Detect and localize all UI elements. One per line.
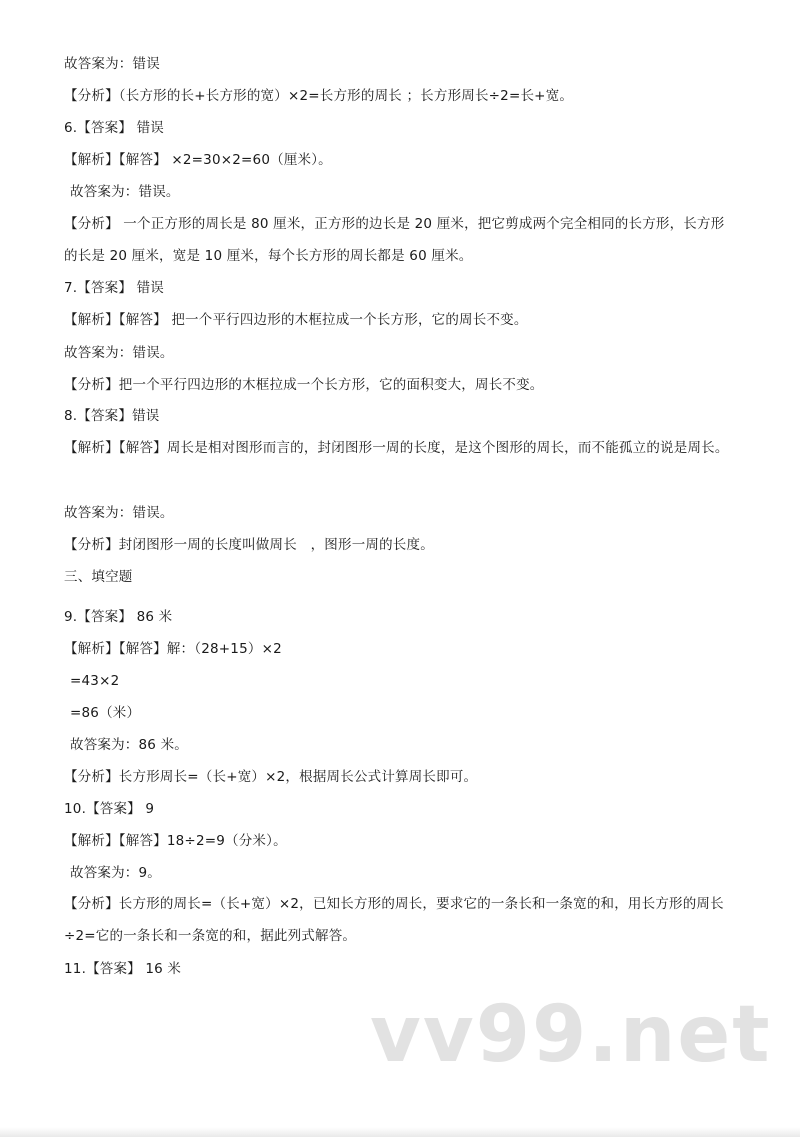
- question-9-answer: 9.【答案】 86 米: [64, 609, 173, 625]
- question-9-step: =43×2: [70, 673, 120, 689]
- question-10-conclusion: 故答案为：9。: [70, 865, 161, 881]
- question-7-analysis: 【分析】把一个平行四边形的木框拉成一个长方形，它的面积变大，周长不变。: [64, 377, 544, 393]
- question-8-conclusion: 故答案为：错误。: [64, 505, 174, 521]
- page-bottom-edge: [0, 1127, 800, 1137]
- question-9-conclusion: 故答案为：86 米。: [70, 737, 188, 753]
- question-7-solution: 【解析】【解答】 把一个平行四边形的木框拉成一个长方形，它的周长不变。: [64, 312, 528, 328]
- question-7-answer: 7.【答案】 错误: [64, 280, 164, 296]
- question-10-solution: 【解析】【解答】18÷2=9（分米）。: [64, 833, 287, 849]
- watermark-logo: vv99.net: [370, 990, 772, 1080]
- analysis-line: 【分析】（长方形的长+长方形的宽）×2=长方形的周长 ；长方形周长÷2=长+宽。: [64, 88, 574, 104]
- question-8-analysis: 【分析】封闭图形一周的长度叫做周长 ，图形一周的长度。: [64, 537, 434, 553]
- question-6-conclusion: 故答案为：错误。: [70, 184, 180, 200]
- question-10-analysis: 【分析】长方形的周长=（长+宽）×2，已知长方形的周长，要求它的一条长和一条宽的和，用长方形的周长÷2=它的一条长和一条宽的和，据此列式解答。: [64, 896, 724, 944]
- question-8-answer: 8.【答案】错误: [64, 408, 160, 424]
- question-9-step: =86（米）: [70, 705, 141, 721]
- question-6-analysis: 【分析】 一个正方形的周长是 80 厘米，正方形的边长是 20 厘米，把它剪成两个完全相同的长方形，长方形的长是 20 厘米，宽是 10 厘米，每个长方形的周长都是 60 厘米。: [64, 216, 725, 264]
- section-heading: 三、填空题: [64, 569, 133, 585]
- question-10-answer: 10.【答案】 9: [64, 801, 155, 817]
- question-6-answer: 6.【答案】 错误: [64, 120, 164, 136]
- question-8-solution: 【解析】【解答】周长是相对图形而言的，封闭图形一周的长度，是这个图形的周长，而不能孤立的说是周长。: [64, 440, 729, 456]
- answer-line: 故答案为：错误: [64, 56, 160, 72]
- question-11-answer: 11.【答案】 16 米: [64, 961, 182, 977]
- question-9-solution: 【解析】【解答】解：（28+15）×2: [64, 641, 282, 657]
- question-7-conclusion: 故答案为：错误。: [64, 345, 174, 361]
- question-9-analysis: 【分析】长方形周长=（长+宽）×2，根据周长公式计算周长即可。: [64, 769, 478, 785]
- question-6-solution: 【解析】【解答】 ×2=30×2=60（厘米）。: [64, 152, 332, 168]
